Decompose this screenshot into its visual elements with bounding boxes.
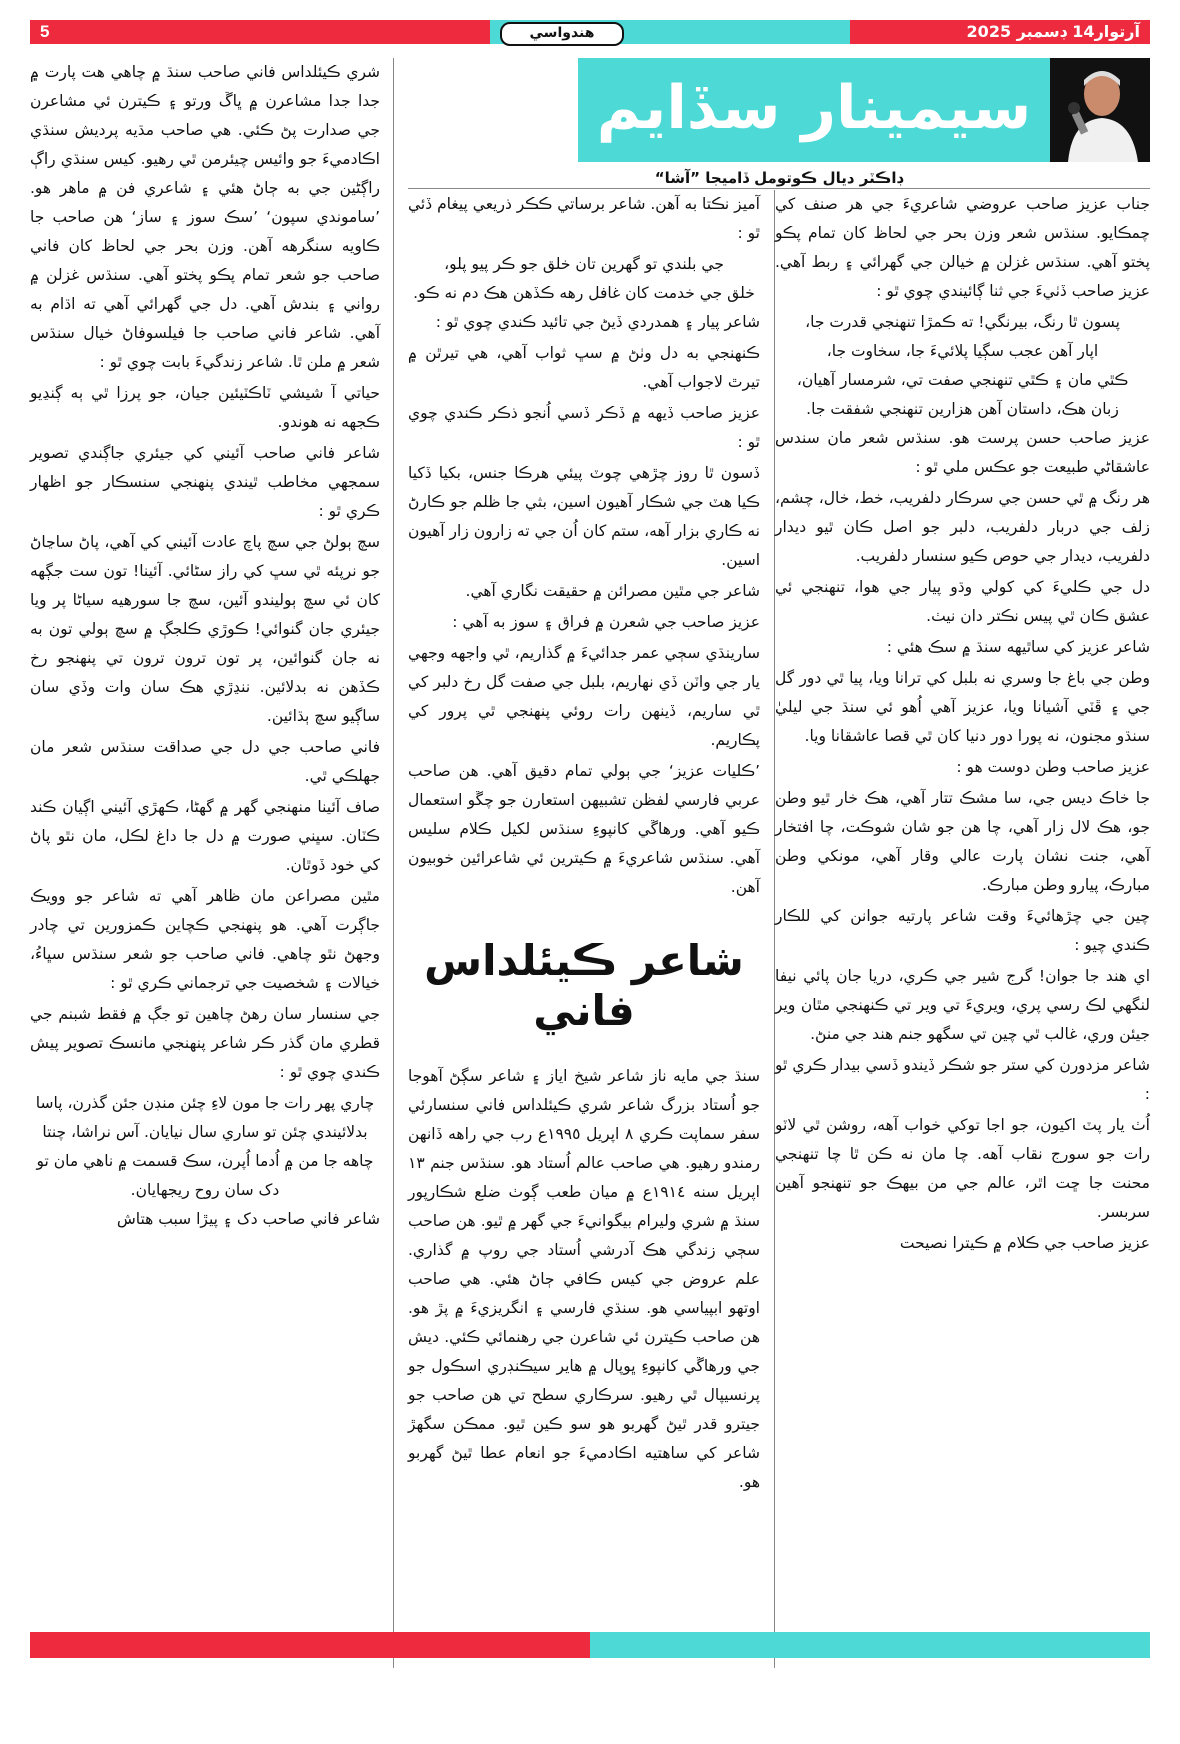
verse-block: اي هند جا جوان! گرج شير جي ڪري، دريا جان پائي نيفا لنگهي لڪ رسي پري، ويريءَ تي وير تي ڪنهنجي مٿان وير جيئن وري، غالب ٿي چين تي سگهو جنم هند جي منڻ. bbox=[775, 967, 1150, 1043]
column-left bbox=[30, 58, 380, 1236]
paragraph: آميز نڪتا به آهن. شاعر برساتي ڪڪر ذريعي پيغام ڏئي ٿو : bbox=[408, 195, 760, 242]
paragraph: ’ڪليات عزيز‘ جي ٻولي تمام دقيق آهي. هن صاحب عربي فارسي لفظن تشبيهن استعارن جو چڱو استعمال ڪيو آهي. ورهاڱي کانپوءِ سنڌس لکيل ڪلام سليس آهي. سنڌس شاعريءَ ۾ ڪيترين ئي شاعرائين خوبيون آهن. bbox=[408, 762, 760, 896]
paragraph: شري ڪيئلداس فاني صاحب سنڌ ۾ چاهي هت پارت ۾ جدا جدا مشاعرن ۾ ڀاڱ ورتو ۽ ڪيترن ئي مشاعرن جي صدارت پڻ ڪئي. هي صاحب مڌيه پرديش سنڌي اڪادميءَ جو وائيس چيئرمن ٿي رهيو. کيس سنڌي راڳ راڳڻين جي به ڄاڻ هئي ۽ شاعري فن ۾ ماهر هو. ’ساموندي سپون‘ ’سڪ سوز ۽ ساز‘ هن صاحب جا ڪاويه سنگرهه آهن. وزن بحر جي لحاظ کان فاني صاحب جو شعر تمام پڪو پختو آهي. سنڌس غزلن ۾ رواني ۽ بندش آهي. دل جي گهرائي آهي ته اڌام به آهي. شاعر فاني صاحب جا فيلسوفاڻ خيال سنڌس شعر ۾ ملن ٿا. شاعر زندگيءَ بابت چوي ٿو : bbox=[30, 63, 380, 371]
paragraph: سنڌ جي مايه ناز شاعر شيخ اياز ۽ شاعر سڳڻ آهوجا جو اُستاد بزرگ شاعر شري ڪيئلداس فاني سنسارئي سفر سماپت ڪري ٨ اپريل ١٩٩٥ع رب جي راهه ڏانهن رمندو رهيو. هي صاحب عالم اُستاد هو. سنڌس جنم ١٣ اپريل سنه ١٩١٤ع ۾ ميان طعب ڳوٺ ضلع شڪارپور سنڌ ۾ شري وليرام بيگوانيءَ جي گهر ۾ ٿيو. هن صاحب سڄي زندگي هڪ آدرشي اُستاد جي روپ ۾ گذاري. علم عروض جي کيس ڪافي ڄاڻ هئي. هي صاحب اوتهو ابپياسي هو. سنڌي فارسي ۽ انگريزيءَ ۾ پڙ هو. هن صاحب ڪيترن ئي شاعرن جي رهنمائي ڪئي. ديش جي ورهاڱي کانپوءِ ڀوپال ۾ هاير سيڪنڊري اسڪول جو پرنسيپال ٿي رهيو. سرڪاري سطح تي هن صاحب جو جيترو قدر ٿيڻ گهربو هو سو ڪين ٿيو. ممڪن سگهڙ شاعر کي ساهتيه اڪادميءَ جو انعام عطا ٿيڻ گهربو هو. bbox=[408, 1067, 760, 1491]
paragraph: عزيز صاحب جي ڪلام ۾ ڪيترا نصيحت bbox=[899, 1234, 1150, 1252]
paragraph: عزيز صاحب حسن پرست هو. سنڌس شعر مان سندس عاشقاڻي طبيعت جو عڪس ملي ٿو : bbox=[775, 429, 1150, 476]
author-photo bbox=[1050, 58, 1150, 162]
verse: خلق جي خدمت کان غافل رهه ڪڏهن هڪ دم نه ڪو. bbox=[413, 284, 755, 302]
verse: جي بلندي تو گهرين تان خلق جو ڪر پيو پلو، bbox=[444, 255, 724, 273]
column-right bbox=[775, 190, 1150, 1260]
column-middle bbox=[408, 190, 760, 1499]
verse-block: دل جي ڪليءَ کي کولي وڌو پيار جي هوا، تنهنجي ئي عشق ڪان ٿي پيس نڪتر دان نيٺ. bbox=[775, 578, 1150, 625]
paragraph: شاعر عزيز کي ساٿيهه سنڌ ۾ سڪ هئي : bbox=[886, 638, 1150, 656]
paragraph: جي سنسار سان رهڻ چاهين تو جڳ ۾ فقط شبنم جي قطري مان گذر ڪر شاعر پنهنجي مانسڪ تصوير پيش ڪندي چوي ٿو : bbox=[30, 1005, 380, 1081]
paragraph: شاعر فاني صاحب آئيني کي جيئري جاڳندي تصوير سمجهي مخاطب ٿيندي پنهنجي سنسڪار جو اظهار ڪري ٿو : bbox=[30, 444, 380, 520]
verse: ڪٿي مان ۽ ڪٿي تنهنجي صفت تي، شرمسار آهيان، bbox=[796, 371, 1129, 389]
verse-block: حياتي آ شيشي ٽاڪٽيئين جيان، جو پرزا ٿي ٻه ڳنڍيو ڪجهه نه هوندو. bbox=[30, 384, 380, 431]
paragraph: شاعر پيار ۽ همدردي ڏيڻ جي تائيد ڪندي چوي ٿو : bbox=[435, 313, 760, 331]
column-divider bbox=[393, 58, 394, 1668]
article-banner bbox=[408, 58, 1150, 162]
verse-block: هر رنگ ۾ ٿي حسن جي سرڪار دلفريب، خط، خال، چشم، زلف جي دربار دلفريب، دلبر جو اصل ڪان ٿيو ديدار دلفريب، ديدار جي حوص ڪيو سنسار دلفريب. bbox=[775, 489, 1150, 565]
paragraph: عزيز صاحب ڏيهه ۾ ڏڪر ڏسي اُنجو ذڪر ڪندي چوي ٿو : bbox=[408, 404, 760, 451]
paragraph: عزيز صاحب وطن دوست هو : bbox=[956, 758, 1150, 776]
verse-block: ڪنهنجي به دل وٺڻ ۾ سڀ ثواب آهي، هي تيرٿن ۾ تيرٿ لاجواب آهي. bbox=[408, 344, 760, 391]
verse-block: چاري پهر رات جا مون لاءِ چئن منڊن جئن گذرن، پاسا بدلائيندي چئن تو ساري سال نيايان. آس نراشا، چنتا چاهه جا من ۾ اُدما اُپرن، سڪ قسمت ۾ ناهي مان تو دک سان روح ريجهايان. bbox=[35, 1094, 375, 1199]
paragraph: عزيز صاحب جي شعرن ۾ فراق ۽ سوز به آهي : bbox=[452, 613, 760, 631]
masthead: هندواسي bbox=[500, 22, 624, 46]
paragraph: جناب عزيز صاحب عروضي شاعريءَ جي هر صنف کي چمڪايو. سنڌس شعر وزن بحر جي لحاظ کان تمام پڪو پختو آهي. سنڌس غزلن ۾ خيالن جي گهرائي ۽ ربط آهي. عزيز صاحب ڏٺيءَ جي ثنا ڳائيندي چوي ٿو : bbox=[775, 195, 1150, 300]
paragraph: فاني صاحب جي دل جي صداقت سنڌس شعر مان جهلڪي ٿي. bbox=[30, 738, 380, 785]
verse: اپار آهن عجب سڳيا پلائيءَ جا، سخاوت جا، bbox=[826, 342, 1099, 360]
header-red-left bbox=[30, 20, 490, 44]
issue-date: آرتوار14 ڊسمبر 2025 bbox=[966, 22, 1140, 41]
verse-block: جا خاڪ ديس جي، سا مشڪ تتار آهي، هڪ خار ٿيو وطن جو، هڪ لال زار آهي، چا هن جو شان شوڪت، چا افتخار آهي، جنت نشان پارت عالي وقار آهي، مونکي وطن مبارڪ، پيارو وطن مبارڪ. bbox=[775, 789, 1150, 894]
verse-block: سچ ٻولڻ جي سچ پاچ عادت آئيني کي آهي، پاڻ ساڃاڻ جو نرپئه ٿي سڀ کي راز سڻائي. آئينا! تون ست جڳهه کان ئي سچ ٻوليندو آئين، سچ جا سورهيه سياڻا پر ويا جيئري جان گنوائي! ڪوڙي ڪلجڳ ۾ سچ ٻولي تون به نه جان گنوائين، پر تون ترون ترون تي پنهنجو رخ ڪڏهن نه بدلائين. ننڍڙي هڪ سان وات وڏي سان ساڳيو سچ ٻڌائين. bbox=[30, 533, 380, 725]
byline: ڊاڪٽر ديال ڪوتومل ڏاميجا ”آشا“ bbox=[408, 168, 1150, 189]
paragraph: مٿين مصراعن مان ظاهر آهي ته شاعر جو وويڪ جاڳرت آهي. هو پنهنجي ڪچاين ڪمزورين تي چادر وجهڻ نٿو چاهي. فاني صاحب جو شعر سنڌس سڀاءُ، خيالات ۽ شخصيت جي ترجماني ڪري ٿو : bbox=[30, 887, 380, 992]
verse-block: وطن جي باغ جا وسري نه بلبل کي ترانا ويا، پيا ٿي دور گل جي ۽ ڦٽي آشيانا ويا، عزيز آهي اُهو ئي سنڌ جي ليليٰ سنڌو مجنون، نه پورا دور دنيا کان ٿي قصا عاشقانا ويا. bbox=[775, 669, 1150, 745]
verse-block: ڏسون ٿا روز چڙهي چوٽ پيئي هرڪا جنس، بکيا ڏکيا ڪيا هٽ جي شڪار آهيون اسين، بثي جا ظلم جو ڪارڻ نه ڪاري بزار آهه، ستم کان اُن جي ته زارون زار آهيون اسين. bbox=[408, 464, 760, 569]
page-number: 5 bbox=[40, 22, 50, 41]
paragraph: شاعر مزدورن کي ستر جو شڪر ڏيندو ڏسي بيدار ڪري ٿو : bbox=[775, 1056, 1150, 1103]
paragraph: چين جي چڙهائيءَ وقت شاعر پارتيه جوانن کي للڪار ڪندي چيو : bbox=[775, 907, 1150, 954]
paragraph: شاعر جي مٿين مصرائن ۾ حقيقت نگاري آهي. bbox=[465, 582, 760, 600]
footer-bar bbox=[30, 1632, 1150, 1658]
article-title: سيمينار سڏايم bbox=[578, 58, 1050, 162]
section-title: شاعر ڪيئلداس فاني bbox=[424, 936, 744, 1035]
verse-block: اُٺ يار پٽ اکيون، جو اجا توکي خواب آهه، روشن ٿي لاٽو رات جو سورج نقاب آهه. چا مان نه ڪن ٿا چا تنهنجي محنت جا ڇت اٿر، عالم جي من بيهڪ جو تنهنجو آهين سربسر. bbox=[775, 1116, 1150, 1221]
verse-block: سارينڌي سڄي عمر جدائيءَ ۾ گذاريم، ٿي واجهه وجهي يار جي واٽن ڏي نهاريم، بلبل جي صفت گل رخ دلبر کي ٿي ساريم، ڏينهن رات روئي پنهنجي ٿي پرور کي پڪاريم. bbox=[408, 644, 760, 749]
footer-red bbox=[30, 1632, 590, 1658]
verse: زبان هڪ، داستان آهن هزارين تنهنجي شفقت جا. bbox=[806, 400, 1119, 418]
footer-cyan bbox=[590, 1632, 1150, 1658]
paragraph: شاعر فاني صاحب دک ۽ پيڙا سبب هتاش bbox=[116, 1210, 380, 1228]
verse: پسون ٿا رنگ، بيرنگي! ته ڪمڙا تنهنجي قدرت جا، bbox=[805, 313, 1120, 331]
verse-block: صاف آئينا منهنجي گهر ۾ گهڻا، ڪهڙي آئيني اڳيان ڪند ڪٽان. سڀني صورت ۾ دل جا داغ لڪل، مان نٿو پاڻ کي خود ڏوٿان. bbox=[30, 798, 380, 874]
